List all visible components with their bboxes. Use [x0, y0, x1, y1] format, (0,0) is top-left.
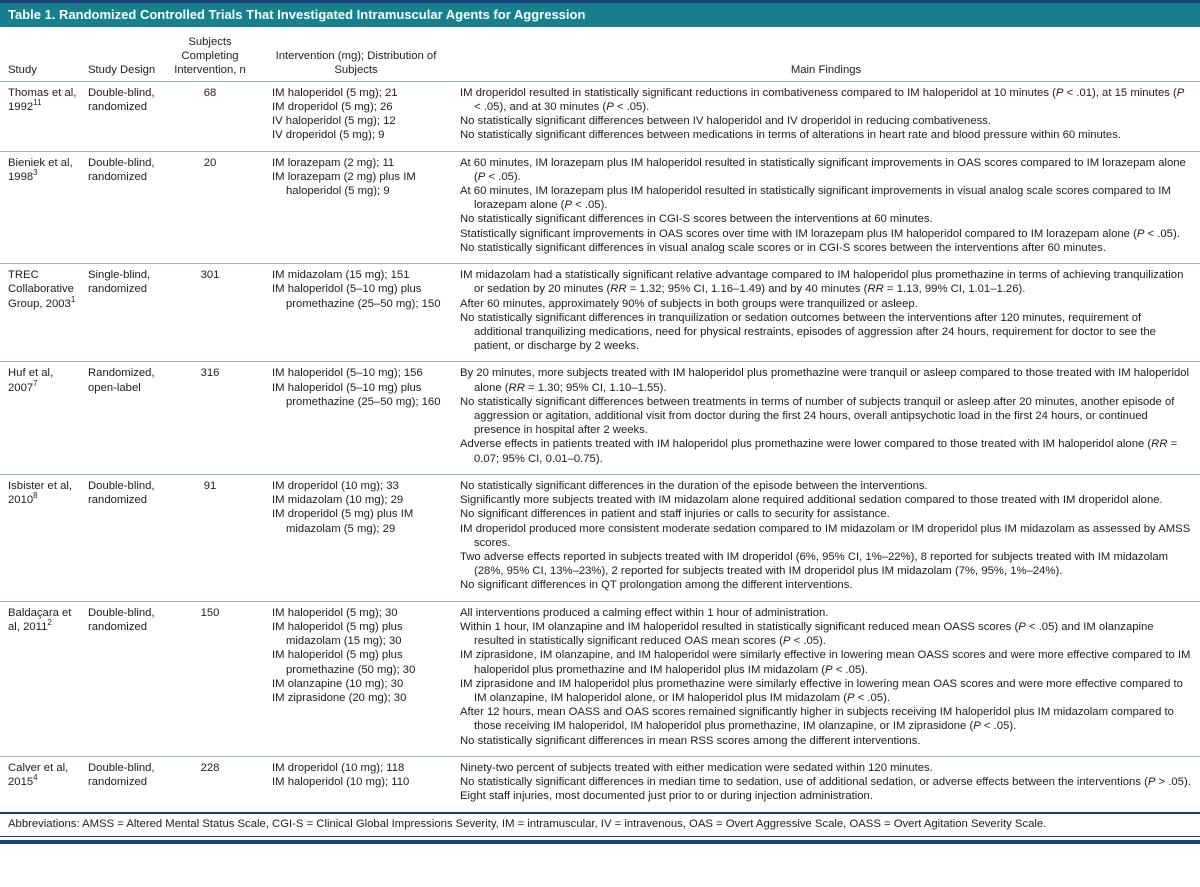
- n-cell: 68: [164, 81, 256, 151]
- finding-line: All interventions produced a calming effect within 1 hour of administration.: [460, 606, 829, 619]
- intervention-line: IM haloperidol (5 mg); 30: [272, 606, 398, 619]
- intervention-line: IM haloperidol (10 mg); 110: [272, 776, 410, 789]
- reference-superscript: 2: [47, 618, 52, 628]
- intervention-line: IV droperidol (5 mg); 9: [272, 129, 385, 142]
- col-header-intervention: Intervention (mg); Distribution of Subjects: [275, 50, 437, 77]
- table-title: Table 1. Randomized Controlled Trials That Investigated Intramuscular Agents for Aggression: [8, 7, 586, 22]
- study-cell: Bieniek et al, 1998$^3$: [0, 151, 84, 264]
- finding-line: No significant differences in QT prolongation among the different interventions.: [460, 579, 853, 592]
- findings-cell: [456, 264, 1200, 362]
- finding-line: No significant differences in patient and staff injuries or calls to security for assistance.: [460, 508, 890, 521]
- intervention-line: IM midazolam (15 mg); 151: [272, 269, 410, 282]
- col-header-design: Study Design: [88, 64, 156, 77]
- table-row: [0, 264, 1200, 362]
- intervention-line: IM droperidol (5 mg) plus IM midazolam (5 mg); 29: [272, 508, 414, 535]
- intervention-line: IM droperidol (10 mg); 33: [272, 479, 399, 492]
- abbreviations-footer: Abbreviations: AMSS = Altered Mental Status Scale, CGI-S = Clinical Global Impressions Severity, IM = intramuscular, IV = intravenous, OAS = Overt Aggressive Scale, OASS = Overt Agitation Severity Scale.: [0, 812, 1200, 835]
- reference-superscript: 3: [33, 167, 38, 177]
- bottom-rule-thin: [0, 836, 1200, 837]
- study-cell: TREC Collaborative Group, 2003$^1$: [0, 264, 84, 362]
- finding-line: No statistically significant differences in visual analog scale scores or in CGI-S scores between the interventions after 60 minutes.: [460, 241, 1106, 254]
- finding-line: Significantly more subjects treated with IM midazolam alone required additional sedation compared to those treated with IM droperidol alone.: [460, 494, 1163, 507]
- study-cell: Baldaçara et al, 2011$^2$: [0, 601, 84, 756]
- intervention-line: IM droperidol (5 mg); 26: [272, 100, 393, 113]
- finding-line: IM droperidol resulted in statistically significant reductions in combativeness compared to IM haloperidol at 10 minutes (P < .01), at 15 minutes (P < .05), and at 30 minutes (P < .05).: [460, 86, 1185, 113]
- col-header-findings: Main Findings: [790, 64, 862, 77]
- finding-line: Within 1 hour, IM olanzapine and IM haloperidol resulted in statistically significant reduced mean OASS scores (P < .05) and IM olanzapine resulted in statistically significant reduced OAS mean scores (P < .05).: [460, 620, 1154, 648]
- study-cell: Huf et al, 2007$^7$: [0, 362, 84, 475]
- table-row: [0, 601, 1200, 756]
- findings-cell: [456, 601, 1200, 756]
- intervention-cell: [256, 81, 456, 151]
- n-cell: 20: [164, 151, 256, 264]
- finding-line: No statistically significant differences in CGI-S scores between the interventions at 60 minutes.: [460, 213, 933, 226]
- intervention-line: IM ziprasidone (20 mg); 30: [272, 691, 407, 704]
- finding-line: No statistically significant differences between IV haloperidol and IV droperidol in reducing combativeness.: [460, 115, 992, 128]
- intervention-line: IV haloperidol (5 mg); 12: [272, 115, 396, 128]
- study-cell: Calver et al, 2015$^4$: [0, 756, 84, 811]
- reference-superscript: 4: [33, 773, 38, 783]
- finding-line: Ninety-two percent of subjects treated with either medication were sedated within 120 minutes.: [460, 761, 933, 774]
- finding-line: IM droperidol produced more consistent moderate sedation compared to IM midazolam or IM droperidol plus IM midazolam as assessed by AMSS scores.: [460, 522, 1191, 549]
- intervention-line: IM haloperidol (5 mg); 21: [272, 86, 398, 99]
- n-cell: 316: [164, 362, 256, 475]
- reference-superscript: 7: [33, 378, 38, 388]
- reference-superscript: 8: [33, 491, 38, 501]
- design-cell: Randomized, open-label: [84, 362, 164, 475]
- finding-line: Two adverse effects reported in subjects treated with IM droperidol (6%, 95% CI, 1%–22%), 8 reported for subjects treated with IM midazolam (28%, 95% CI, 13%–23%), 2 reported for subjects treated with IM droperidol plus IM midazolam (7%, 95%, 1%–24%).: [460, 551, 1169, 578]
- intervention-line: IM haloperidol (5 mg) plus midazolam (15 mg); 30: [272, 620, 403, 648]
- n-cell: 150: [164, 601, 256, 756]
- col-header-study: Study: [8, 64, 37, 77]
- table-row: [0, 474, 1200, 601]
- design-cell: Double-blind, randomized: [84, 601, 164, 756]
- intervention-cell: [256, 756, 456, 811]
- table-title-bar: [0, 0, 1200, 27]
- finding-line: Statistically significant improvements in OAS scores over time with IM lorazepam plus IM haloperidol compared to IM lorazepam alone (P < .05).: [460, 227, 1180, 240]
- finding-line: No statistically significant differences in mean RSS scores among the different interventions.: [460, 734, 921, 747]
- design-cell: Double-blind, randomized: [84, 756, 164, 811]
- design-cell: Double-blind, randomized: [84, 151, 164, 264]
- intervention-line: IM olanzapine (10 mg); 30: [272, 677, 404, 690]
- finding-line: No statistically significant differences in the duration of the episode between the interventions.: [460, 479, 928, 492]
- n-cell: 228: [164, 756, 256, 811]
- intervention-line: IM droperidol (10 mg); 118: [272, 761, 405, 774]
- intervention-line: IM lorazepam (2 mg) plus IM haloperidol (5 mg); 9: [272, 170, 416, 197]
- finding-line: At 60 minutes, IM lorazepam plus IM haloperidol resulted in statistically significant improvements in visual analog scale scores compared to IM lorazepam alone (P < .05).: [460, 184, 1171, 212]
- finding-line: No statistically significant differences in median time to sedation, use of additional sedation, or adverse effects between the interventions (P > .05).: [460, 776, 1191, 789]
- intervention-cell: [256, 474, 456, 601]
- finding-line: Adverse effects in patients treated with IM haloperidol plus promethazine were lower compared to those treated with IM haloperidol alone (RR = 0.07; 95% CI, 0.01–0.75).: [460, 438, 1178, 465]
- finding-line: IM ziprasidone, IM olanzapine, and IM haloperidol were similarly effective in lowering mean OASS scores and were more effective compared to IM haloperidol plus promethazine and IM haloperidol plus IM midazolam (P < .05).: [460, 649, 1191, 676]
- bottom-rule-thick: [0, 840, 1200, 844]
- intervention-line: IM haloperidol (5–10 mg) plus promethazine (25–50 mg); 160: [272, 381, 441, 408]
- finding-line: By 20 minutes, more subjects treated with IM haloperidol plus promethazine were tranquil or asleep compared to those treated with IM haloperidol alone (RR = 1.30; 95% CI, 1.10–1.55).: [460, 367, 1190, 394]
- finding-line: IM midazolam had a statistically significant relative advantage compared to IM haloperidol plus promethazine in terms of achieving tranquilization or sedation by 20 minutes (RR = 1.32; 95% CI, 1.16–1.49) and by 40 minutes (RR = 1.13, 99% CI, 1.01–1.26).: [460, 269, 1184, 296]
- intervention-cell: [256, 362, 456, 475]
- intervention-line: IM haloperidol (5 mg) plus promethazine (50 mg); 30: [272, 649, 416, 676]
- intervention-cell: [256, 151, 456, 264]
- finding-line: IM ziprasidone and IM haloperidol plus promethazine were similarly effective in lowering mean OAS scores and were more effective compared to IM olanzapine, IM haloperidol alone, or IM haloperidol plus IM midazolam (P < .05).: [460, 677, 1183, 704]
- reference-superscript: 11: [33, 98, 42, 108]
- finding-line: No statistically significant differences between medications in terms of alterations in heart rate and blood pressure within 60 minutes.: [460, 129, 1122, 142]
- n-cell: 301: [164, 264, 256, 362]
- findings-cell: [456, 756, 1200, 811]
- reference-superscript: 1: [70, 294, 76, 304]
- table-header-row: [0, 27, 1200, 81]
- intervention-line: IM lorazepam (2 mg); 11: [272, 156, 395, 169]
- study-cell: Isbister et al, 2010$^8$: [0, 474, 84, 601]
- findings-cell: [456, 81, 1200, 151]
- findings-cell: [456, 362, 1200, 475]
- finding-line: After 12 hours, mean OASS and OAS scores remained significantly higher in subjects receiving IM haloperidol plus IM midazolam compared to those receiving IM haloperidol, IM haloperidol plus promethazine, IM olanzapine, or IM ziprasidone (P < .05).: [460, 706, 1174, 733]
- design-cell: Double-blind, randomized: [84, 474, 164, 601]
- col-header-n: Subjects Completing Intervention, n: [174, 36, 246, 77]
- design-cell: Single-blind, randomized: [84, 264, 164, 362]
- table-row: [0, 81, 1200, 151]
- table-row: [0, 362, 1200, 475]
- table-row: [0, 151, 1200, 264]
- study-cell: Thomas et al, 1992$^{11}$: [0, 81, 84, 151]
- finding-line: After 60 minutes, approximately 90% of subjects in both groups were tranquilized or asleep.: [460, 297, 918, 310]
- table-row: [0, 756, 1200, 811]
- intervention-line: IM haloperidol (5–10 mg) plus promethazine (25–50 mg); 150: [272, 283, 441, 310]
- finding-line: Eight staff injuries, most documented just prior to or during injection administration.: [460, 790, 873, 803]
- finding-line: No statistically significant differences in tranquilization or sedation outcomes between the interventions after 120 minutes, requirement of additional tranquilizing medications, need for physical restraints, episodes of aggression after 24 hours, requirement for doctor to see the patient, or discharge by 2 weeks.: [460, 311, 1156, 353]
- design-cell: Double-blind, randomized: [84, 81, 164, 151]
- n-cell: 91: [164, 474, 256, 601]
- finding-line: At 60 minutes, IM lorazepam plus IM haloperidol resulted in statistically significant improvements in OAS scores compared to IM lorazepam alone (P < .05).: [460, 156, 1186, 183]
- intervention-cell: [256, 264, 456, 362]
- intervention-line: IM haloperidol (5–10 mg); 156: [272, 367, 423, 380]
- findings-cell: [456, 151, 1200, 264]
- finding-line: No statistically significant differences between treatments in terms of number of subjects tranquil or asleep after 20 minutes, another episode of aggression or agitation, additional visit from doctor during the first 24 hours, overall antipsychotic load in the first 24 hours, or continued presence in hospital after 2 weeks.: [460, 395, 1175, 437]
- intervention-cell: [256, 601, 456, 756]
- intervention-line: IM midazolam (10 mg); 29: [272, 494, 404, 507]
- rct-table: [0, 27, 1200, 812]
- findings-cell: [456, 474, 1200, 601]
- table-body: [0, 81, 1200, 811]
